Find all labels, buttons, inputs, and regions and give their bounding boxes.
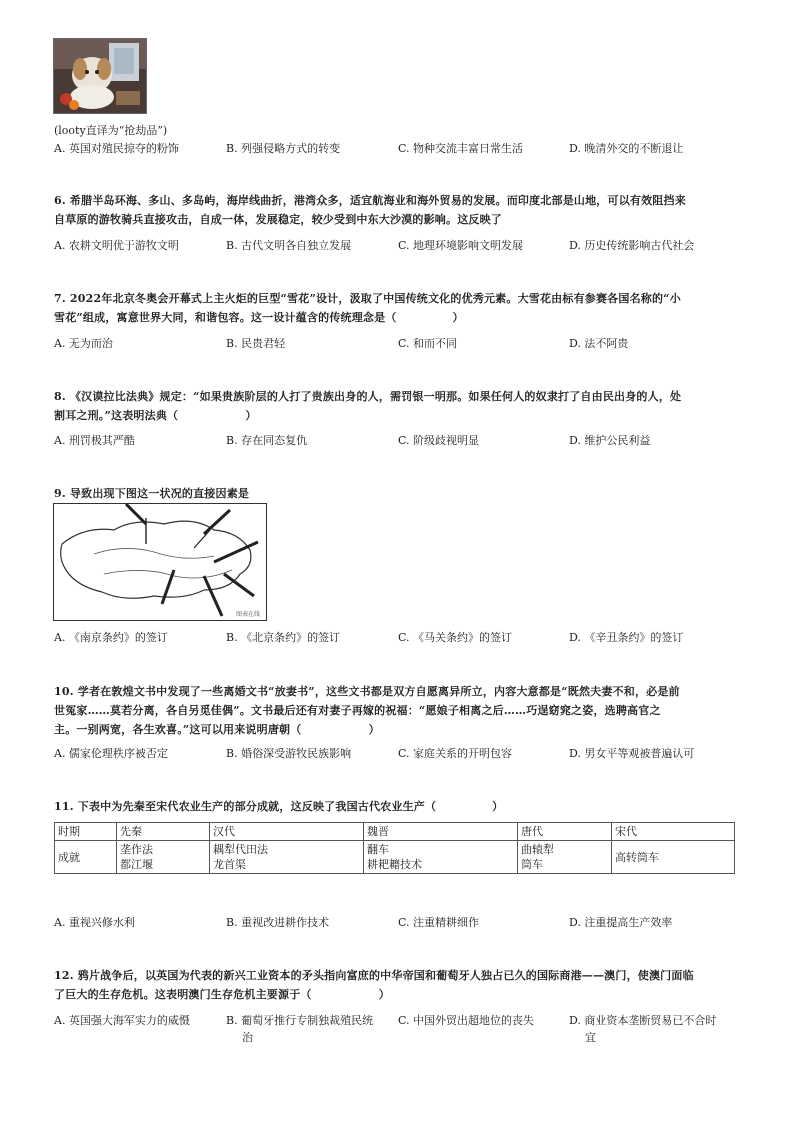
q6-option-c[interactable]: C. 地理环境影响文明发展 <box>398 239 524 252</box>
q11-stem: 11. 下表中为先秦至宋代农业生产的部分成就，这反映了我国古代农业生产（ ） <box>54 800 504 813</box>
q6-option-b[interactable]: B. 古代文明各自独立发展 <box>226 239 352 252</box>
q6-option-a[interactable]: A. 农耕文明优于游牧文明 <box>54 239 179 252</box>
q12-stem-line2: 了巨大的生存危机。这表明澳门生存危机主要源于（ ） <box>54 988 390 1001</box>
q8-stem-line1: 8. 《汉谟拉比法典》规定：“如果贵族阶层的人打了贵族出身的人，需罚银一明那。如果任何人的奴隶打了自由民出身的人，处 <box>54 390 682 403</box>
q9-stem: 9. 导致出现下图这一状况的直接因素是 <box>54 487 250 500</box>
table-header-cell: 时期 <box>55 823 117 841</box>
q7-stem <box>54 289 742 327</box>
cell-line: 曲辕犁 <box>521 843 554 856</box>
table-cell <box>612 841 735 874</box>
dog-painting-image <box>53 38 147 114</box>
table-header-cell: 汉代 <box>210 823 364 841</box>
q10-stem-line1: 10. 学者在敦煌文书中发现了一些离婚文书“放妻书”，这些文书都是双方自愿离异所立，内容大意都是“既然夫妻不和，必是前 <box>54 685 680 698</box>
q8-option-c[interactable]: C. 阶级歧视明显 <box>398 434 480 447</box>
q12-option-a[interactable]: A. 英国强大海军实力的威慑 <box>54 1014 190 1027</box>
q7-option-a[interactable]: A. 无为而治 <box>54 337 113 350</box>
q10-stem <box>54 682 742 739</box>
table-header-row <box>55 823 735 841</box>
cell-line: 耦犁代田法 <box>213 843 268 856</box>
q8-option-d[interactable]: D. 维护公民利益 <box>569 434 651 447</box>
q7-option-d[interactable]: D. 法不阿贵 <box>569 337 629 350</box>
q11-option-b[interactable]: B. 重视改进耕作技术 <box>226 916 330 929</box>
q9-option-d[interactable]: D. 《辛丑条约》的签订 <box>569 631 684 644</box>
table-cell <box>210 841 364 874</box>
q5-option-d[interactable]: D. 晚清外交的不断退让 <box>569 142 684 155</box>
q9-option-c[interactable]: C. 《马关条约》的签订 <box>398 631 513 644</box>
q12-option-d-line1: D. 商业资本垄断贸易已不合时 <box>569 1014 717 1027</box>
q9-option-a[interactable]: A. 《南京条约》的签订 <box>54 631 168 644</box>
q12-option-d[interactable] <box>569 1012 744 1046</box>
q7-option-b[interactable]: B. 民贵君轻 <box>226 337 286 350</box>
q12-option-d-line2: 宜 <box>585 1031 596 1044</box>
table-row-label: 成就 <box>55 841 117 874</box>
q5-option-b[interactable]: B. 列强侵略方式的转变 <box>226 142 341 155</box>
table-cell <box>117 841 210 874</box>
table-cell <box>364 841 518 874</box>
cell-line: 筒车 <box>521 858 543 871</box>
china-partition-cartoon-image <box>53 503 267 621</box>
q11-option-c[interactable]: C. 注重精耕细作 <box>398 916 480 929</box>
q11-option-a[interactable]: A. 重视兴修水利 <box>54 916 135 929</box>
q5-option-c[interactable]: C. 物种交流丰富日常生活 <box>398 142 524 155</box>
cell-line: 耕耙耱技术 <box>367 858 422 871</box>
cell-line: 垄作法 <box>120 843 153 856</box>
q8-stem <box>54 387 742 425</box>
q6-option-d[interactable]: D. 历史传统影响古代社会 <box>569 239 695 252</box>
q5-option-a[interactable]: A. 英国对殖民掠夺的粉饰 <box>54 142 179 155</box>
q11-option-d[interactable]: D. 注重提高生产效率 <box>569 916 673 929</box>
table-header-cell: 先秦 <box>117 823 210 841</box>
q12-option-b-line2: 治 <box>242 1031 253 1044</box>
q7-stem-line1: 7. 2022年北京冬奥会开幕式上主火炬的巨型“雪花”设计，汲取了中国传统文化的优秀元素。大雪花由标有参赛各国名称的“小 <box>54 292 681 305</box>
q12-stem <box>54 966 742 1004</box>
table-cell <box>518 841 612 874</box>
q10-stem-line2: 世冤家……莫若分离，各自另觅佳偶”。文书最后还有对妻子再嫁的祝福：“愿娘子相离之后……巧逞窈窕之姿，选聘高官之 <box>54 704 661 717</box>
q8-option-a[interactable]: A. 刑罚极其严酷 <box>54 434 135 447</box>
cell-line: 翻车 <box>367 843 389 856</box>
q10-option-c[interactable]: C. 家庭关系的开明包容 <box>398 747 513 760</box>
q10-option-a[interactable]: A. 儒家伦理秩序被否定 <box>54 747 168 760</box>
q10-stem-line3: 主。一别两宽，各生欢喜。”这可以用来说明唐朝（ ） <box>54 723 380 736</box>
cell-line: 都江堰 <box>120 858 153 871</box>
q6-stem-line2: 自草原的游牧骑兵直接攻击，自成一体，发展稳定，较少受到中东大沙漠的影响。这反映了 <box>54 213 502 226</box>
q8-stem-line2: 割耳之刑。”这表明法典（ ） <box>54 409 257 422</box>
q8-option-b[interactable]: B. 存在同态复仇 <box>226 434 308 447</box>
q12-option-b-line1: B. 葡萄牙推行专制独裁殖民统 <box>226 1014 374 1027</box>
q6-stem-line1: 6. 希腊半岛环海、多山、多岛屿，海岸线曲折，港湾众多，适宜航海业和海外贸易的发展。而印度北部是山地，可以有效阻挡来 <box>54 194 686 207</box>
cell-line: 高转筒车 <box>615 850 659 864</box>
table-header-cell: 魏晋 <box>364 823 518 841</box>
q12-stem-line1: 12. 鸦片战争后，以英国为代表的新兴工业资本的矛头指向富庶的中华帝国和葡萄牙人独占已久的国际商港——澳门，使澳门面临 <box>54 969 694 982</box>
q10-option-d[interactable]: D. 男女平等观被普遍认可 <box>569 747 695 760</box>
cell-line: 龙首渠 <box>213 858 246 871</box>
agriculture-table <box>54 822 735 874</box>
table-row <box>55 841 735 874</box>
table-header-cell: 唐代 <box>518 823 612 841</box>
q12-option-c[interactable]: C. 中国外贸出超地位的丧失 <box>398 1014 535 1027</box>
map-watermark: 图表在线 <box>235 611 260 618</box>
image-caption: (looty直译为“抢劫品”) <box>54 124 168 137</box>
table-header-cell: 宋代 <box>612 823 735 841</box>
q6-stem <box>54 191 742 229</box>
q7-stem-line2: 雪花”组成，寓意世界大同，和谐包容。这一设计蕴含的传统理念是（ ） <box>54 311 464 324</box>
q9-option-b[interactable]: B. 《北京条约》的签订 <box>226 631 341 644</box>
q12-option-b[interactable] <box>226 1012 394 1046</box>
q7-option-c[interactable]: C. 和而不同 <box>398 337 458 350</box>
q10-option-b[interactable]: B. 婚俗深受游牧民族影响 <box>226 747 352 760</box>
